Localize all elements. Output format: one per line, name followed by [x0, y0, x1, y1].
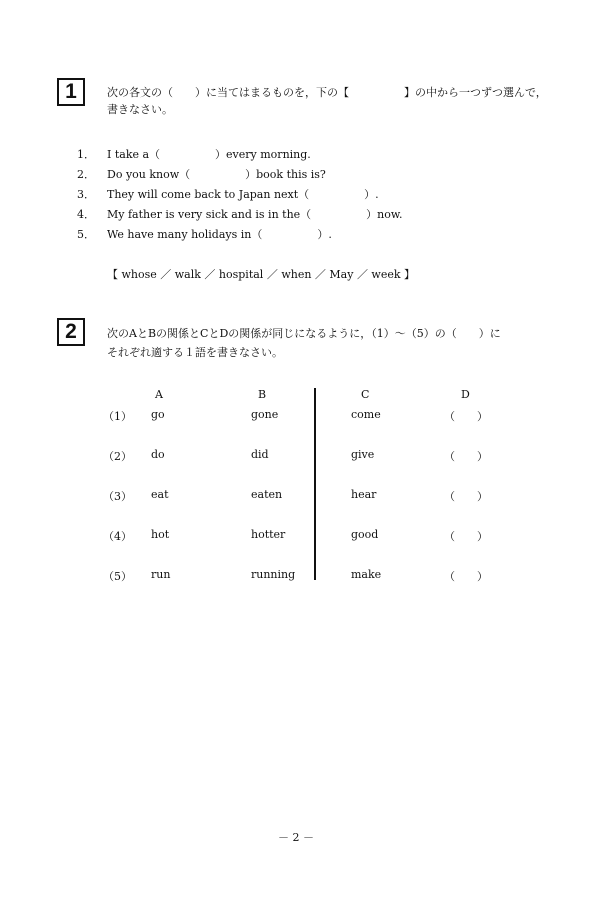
item-2-number: 2． [77, 168, 95, 181]
row-label: （2） [103, 450, 132, 463]
cell-a: do [151, 448, 165, 461]
cell-b: gone [251, 408, 279, 421]
question-1-instruction-line2: 書きなさい。 [107, 103, 173, 116]
cell-d-blank: （ ） [444, 450, 488, 463]
row-label: （4） [103, 530, 132, 543]
item-3-text: They will come back to Japan next（ ）. [107, 188, 379, 201]
cell-c: give [351, 448, 375, 461]
cell-c: come [351, 408, 381, 421]
cell-c: make [351, 568, 382, 581]
item-1-number: 1． [77, 148, 95, 161]
item-5-number: 5． [77, 228, 95, 241]
cell-a: hot [151, 528, 170, 541]
question-1-number: 1 [65, 80, 77, 103]
cell-d-blank: （ ） [444, 410, 488, 423]
cell-d-blank: （ ） [444, 530, 488, 543]
cell-b: did [251, 448, 269, 461]
item-2-text: Do you know（ ）book this is? [107, 168, 326, 181]
question-2-number-box [57, 318, 85, 346]
column-header-d: D [461, 388, 470, 401]
cell-c: hear [351, 488, 377, 501]
item-5-text: We have many holidays in（ ）. [107, 228, 332, 241]
row-label: （1） [103, 410, 132, 423]
item-1-text: I take a（ ）every morning. [107, 148, 311, 161]
column-header-c: C [361, 388, 370, 401]
table-divider-line [314, 388, 316, 580]
cell-c: good [351, 528, 379, 541]
column-header-b: B [258, 388, 267, 401]
question-1-instruction-line1: 次の各文の（ ）に当てはまるものを，下の【 】の中から一つずつ選んで， [107, 86, 547, 99]
question-2-instruction-line2: それぞれ適する１語を書きなさい。 [107, 346, 283, 359]
item-3-number: 3． [77, 188, 95, 201]
item-4-text: My father is very sick and is in the（ ）now. [107, 208, 403, 221]
cell-d-blank: （ ） [444, 490, 488, 503]
question-2-instruction-line1: 次のAとBの関係とCとDの関係が同じになるように，（1）～（5）の（ ）に [107, 327, 501, 340]
column-header-a: A [155, 388, 163, 401]
cell-b: eaten [251, 488, 283, 501]
row-label: （5） [103, 570, 132, 583]
item-4-number: 4． [77, 208, 95, 221]
page-number: － 2 － [278, 831, 314, 844]
row-label: （3） [103, 490, 132, 503]
cell-d-blank: （ ） [444, 570, 488, 583]
question-1-choices: 【 whose ／ walk ／ hospital ／ when ／ May ／ week 】 [107, 268, 416, 281]
question-1-number-box [57, 78, 85, 106]
cell-b: running [251, 568, 296, 581]
cell-a: run [151, 568, 171, 581]
cell-b: hotter [251, 528, 286, 541]
cell-a: eat [151, 488, 169, 501]
question-2-number: 2 [65, 320, 77, 343]
cell-a: go [151, 408, 165, 421]
